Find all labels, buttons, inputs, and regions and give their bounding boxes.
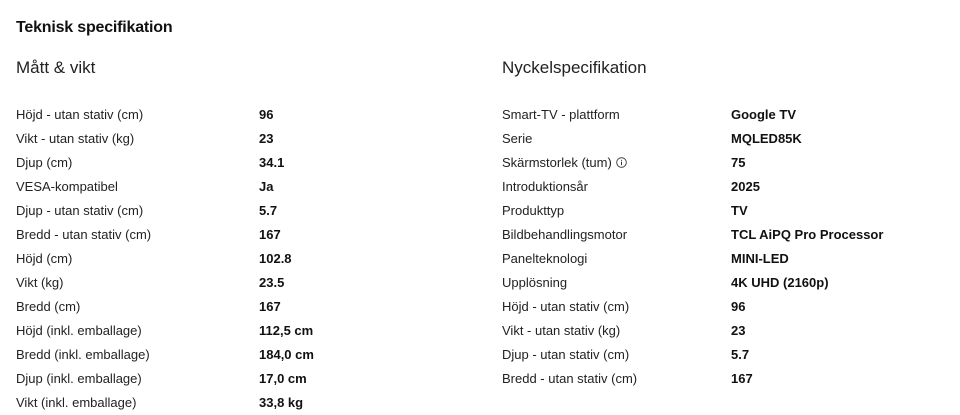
spec-row-height-without-stand [502,294,942,318]
spec-label: Höjd - utan stativ (cm) [502,298,630,314]
spec-label: Djup - utan stativ (cm) [502,346,630,362]
key-specs-section [502,56,942,390]
spec-value: Google TV [731,106,796,122]
spec-label: VESA-kompatibel [16,178,118,194]
spec-value: 23 [731,322,746,338]
spec-value: MINI-LED [731,250,789,266]
spec-value: 96 [259,106,274,122]
page-title: Teknisk specifikation [16,18,173,36]
spec-value: 167 [259,226,281,242]
spec-value: 2025 [731,178,760,194]
spec-label: Bildbehandlingsmotor [502,226,628,242]
spec-label: Bredd (inkl. emballage) [16,346,150,362]
spec-row-width-without-stand [502,366,942,390]
spec-row-height [16,246,456,270]
spec-label: Produkttyp [502,202,565,218]
spec-value: 17,0 cm [259,370,307,386]
spec-label: Bredd - utan stativ (cm) [16,226,152,242]
spec-label: Höjd (inkl. emballage) [16,322,142,338]
spec-label-with-icon [502,155,731,170]
spec-row-resolution [502,270,942,294]
info-icon[interactable] [616,157,627,168]
dimensions-section [16,56,456,414]
spec-row-width [16,294,456,318]
spec-row-weight-without-stand [502,318,942,342]
spec-value: 23.5 [259,274,285,290]
spec-row-width-without-stand [16,222,456,246]
spec-label: Djup (cm) [16,154,73,170]
spec-value: 23 [259,130,274,146]
spec-row-depth-without-stand [16,198,456,222]
spec-label: Bredd - utan stativ (cm) [502,370,638,386]
spec-label-text: Skärmstorlek (tum) [502,154,612,170]
spec-value: 102.8 [259,250,292,266]
spec-value: TCL AiPQ Pro Processor [731,226,884,242]
spec-row-weight-packaging [16,390,456,414]
spec-row-weight [16,270,456,294]
dimensions-spec-list [16,102,456,414]
spec-value: 184,0 cm [259,346,314,362]
key-specs-heading: Nyckelspecifikation [502,58,647,77]
spec-row-weight-without-stand [16,126,456,150]
spec-row-introduction-year [502,174,942,198]
spec-label: Höjd - utan stativ (cm) [16,106,144,122]
spec-label: Vikt - utan stativ (kg) [16,130,135,146]
spec-value: 167 [259,298,281,314]
spec-value: 112,5 cm [259,322,314,338]
spec-value: 96 [731,298,746,314]
dimensions-heading: Mått & vikt [16,58,96,77]
spec-row-depth [16,150,456,174]
spec-row-panel-technology [502,246,942,270]
spec-value: 5.7 [731,346,750,362]
spec-label: Introduktionsår [502,178,588,194]
spec-row-product-type [502,198,942,222]
spec-row-screen-size [502,150,942,174]
spec-row-series [502,126,942,150]
spec-label: Djup - utan stativ (cm) [16,202,144,218]
spec-value: 4K UHD (2160p) [731,274,829,290]
spec-value: 34.1 [259,154,285,170]
spec-label: Upplösning [502,274,568,290]
spec-row-vesa [16,174,456,198]
spec-row-image-processor [502,222,942,246]
spec-value: 33,8 kg [259,394,304,410]
spec-value: 5.7 [259,202,278,218]
spec-label: Höjd (cm) [16,250,73,266]
spec-label: Smart-TV - plattform [502,106,620,122]
spec-label: Serie [502,130,533,146]
spec-row-height-without-stand [16,102,456,126]
spec-value: 75 [731,154,746,170]
key-specs-spec-list [502,102,942,390]
spec-row-smart-tv-platform [502,102,942,126]
spec-row-height-packaging [16,318,456,342]
spec-value: TV [731,202,748,218]
spec-label: Vikt (kg) [16,274,64,290]
spec-label: Bredd (cm) [16,298,81,314]
spec-value: MQLED85K [731,130,802,146]
spec-label: Panelteknologi [502,250,588,266]
spec-row-depth-without-stand [502,342,942,366]
spec-label: Djup (inkl. emballage) [16,370,142,386]
spec-row-depth-packaging [16,366,456,390]
spec-label: Vikt - utan stativ (kg) [502,322,621,338]
spec-value: 167 [731,370,753,386]
spec-row-width-packaging [16,342,456,366]
spec-value: Ja [259,178,274,194]
spec-label: Vikt (inkl. emballage) [16,394,137,410]
